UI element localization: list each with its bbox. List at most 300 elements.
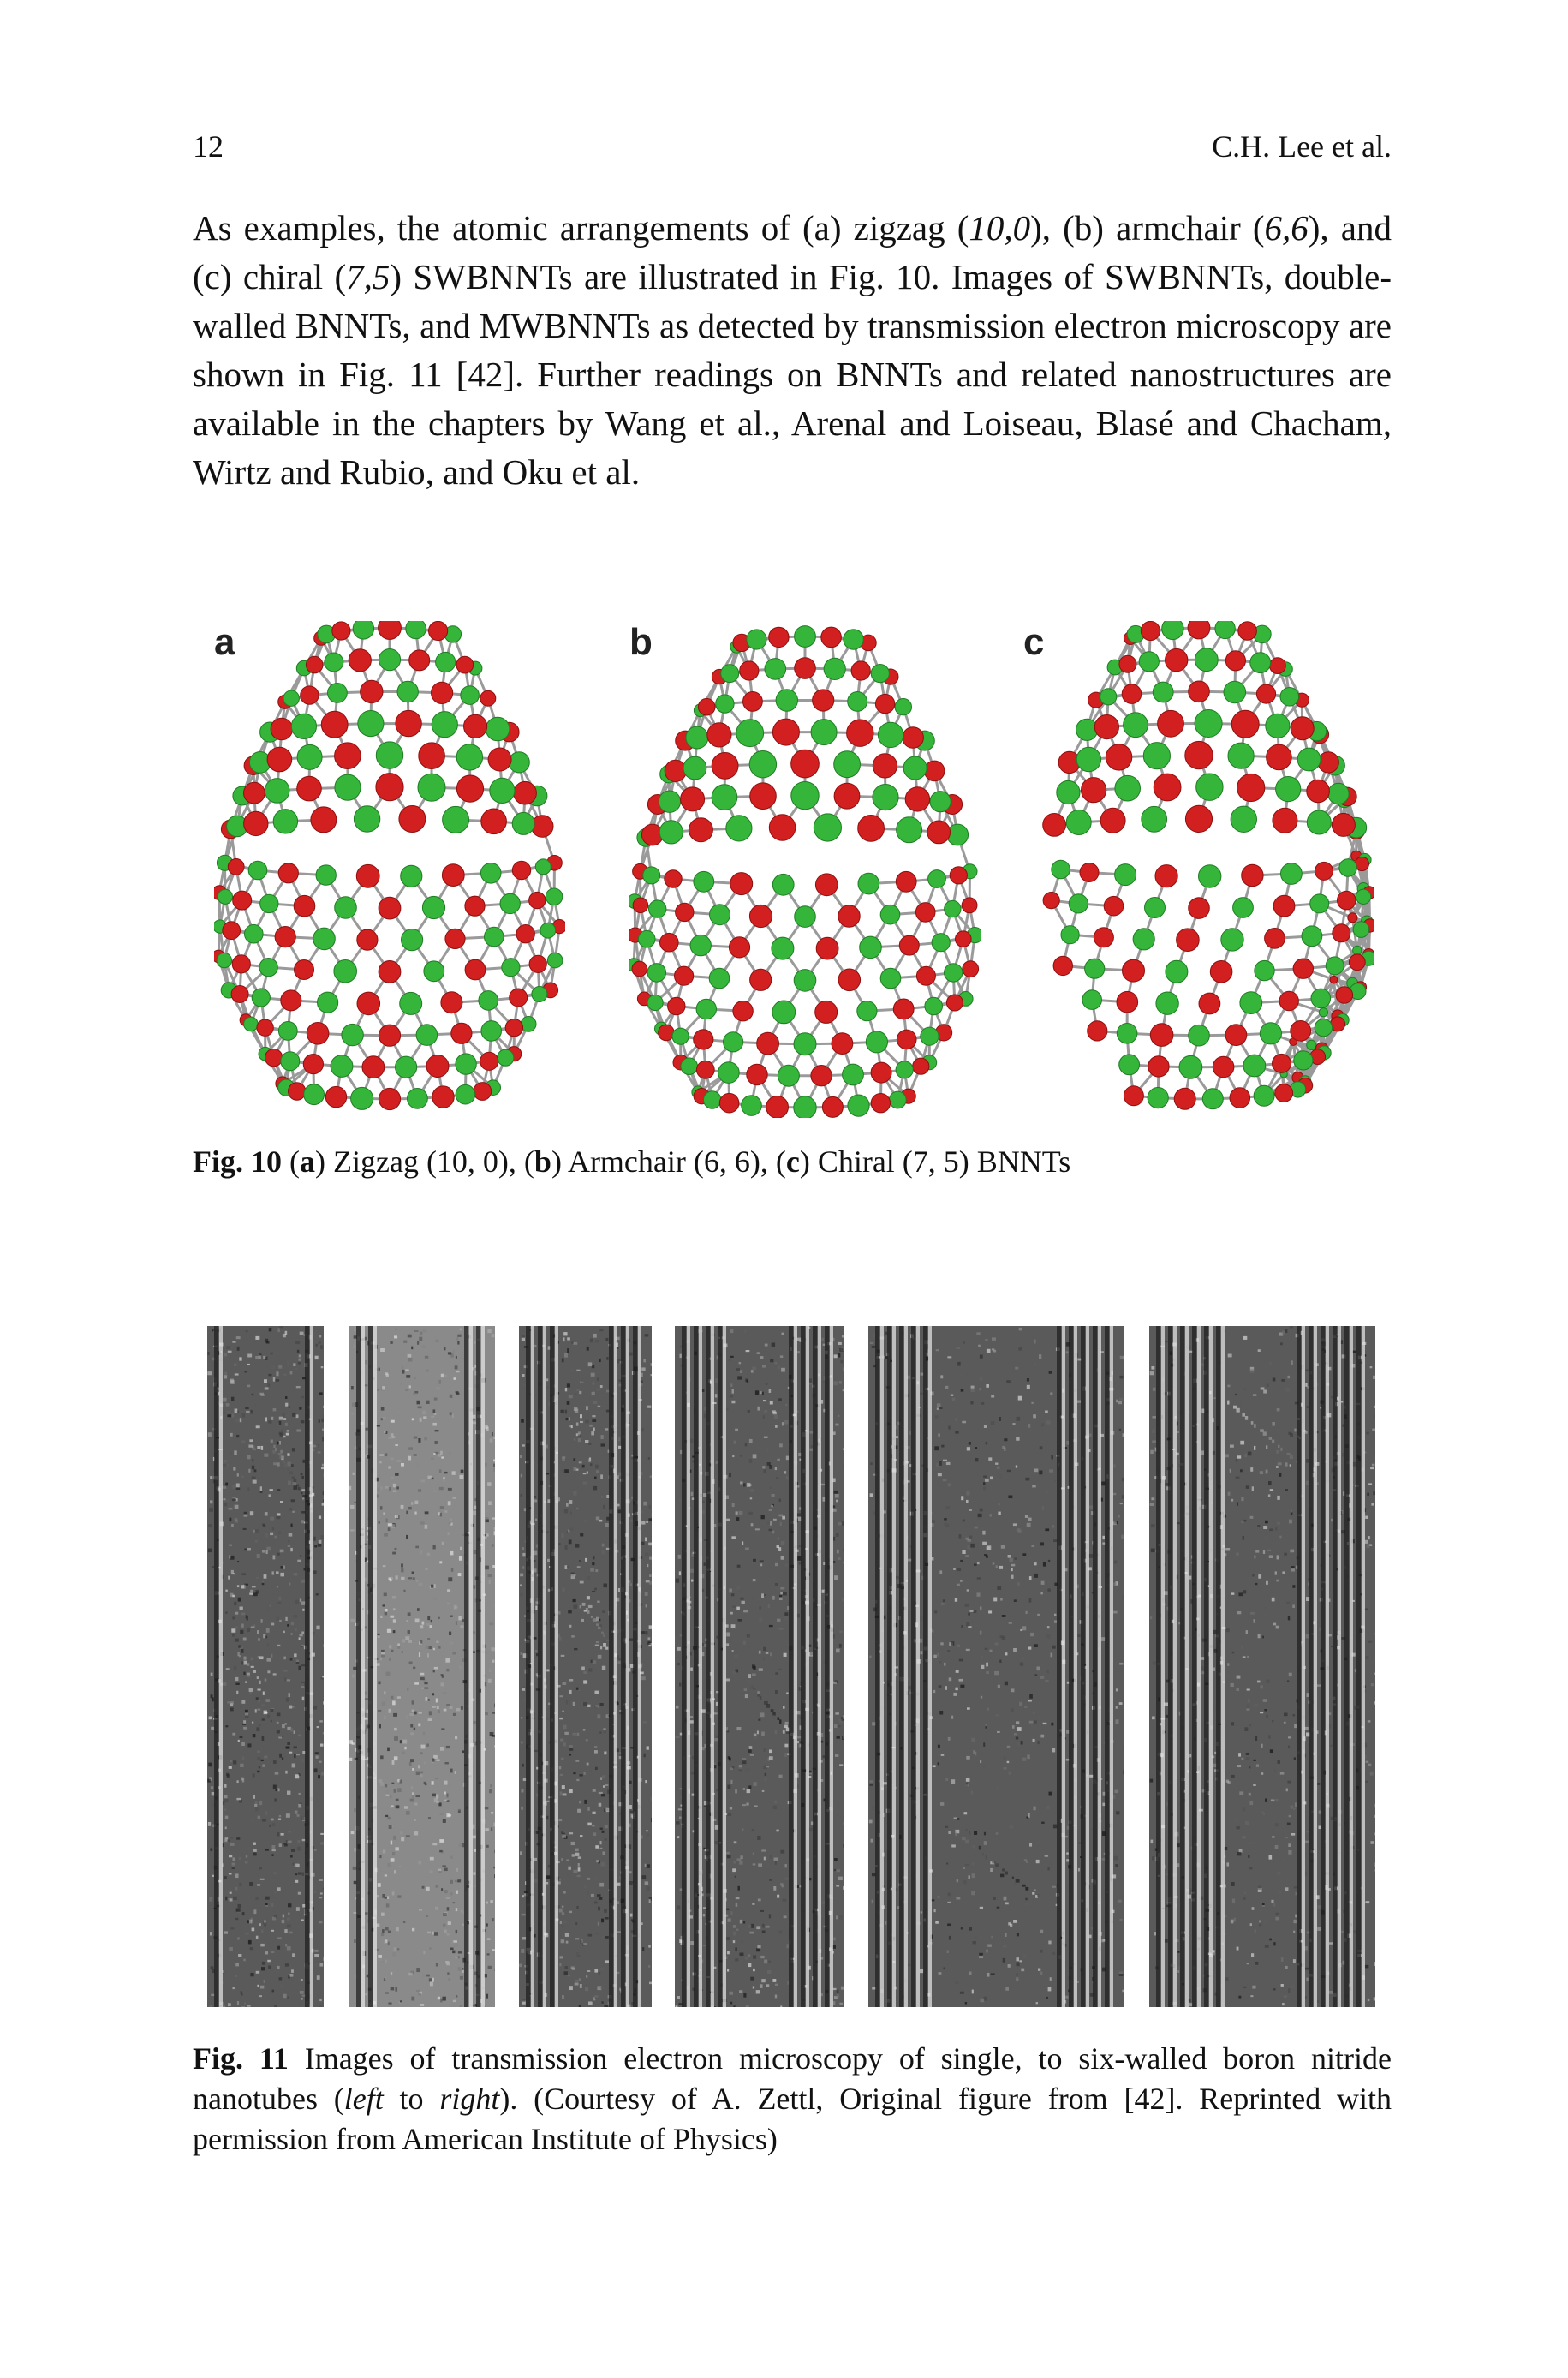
- boron-atom: [396, 710, 421, 736]
- tem-noise: [784, 1471, 786, 1473]
- tem-noise: [297, 1847, 301, 1851]
- tem-noise: [280, 1985, 283, 1989]
- tem-noise: [648, 1457, 650, 1459]
- tem-noise: [571, 1341, 573, 1343]
- tem-noise: [316, 1344, 318, 1347]
- tem-noise: [597, 1714, 600, 1718]
- tem-noise: [455, 1736, 457, 1739]
- tem-noise: [581, 1378, 584, 1383]
- tem-noise: [282, 1920, 284, 1923]
- tem-noise: [583, 1473, 587, 1474]
- tem-noise: [521, 1717, 522, 1718]
- nitrogen-atom: [710, 905, 730, 925]
- boron-atom: [1225, 1025, 1247, 1046]
- tem-noise: [780, 1850, 784, 1854]
- tem-noise: [435, 1778, 438, 1779]
- tem-noise: [430, 1870, 433, 1873]
- tem-noise: [561, 1758, 564, 1760]
- tem-noise: [319, 1720, 323, 1722]
- tem-noise: [223, 1464, 227, 1467]
- tem-noise: [301, 1682, 305, 1687]
- tem-noise: [233, 1897, 237, 1900]
- tem-noise: [384, 1941, 386, 1944]
- tem-noise: [210, 1848, 212, 1851]
- tem-noise: [408, 1973, 413, 1975]
- tem-noise: [596, 1933, 599, 1934]
- tem-noise: [427, 1932, 431, 1933]
- boron-atom: [267, 747, 292, 772]
- nitrogen-atom: [335, 774, 361, 800]
- tem-noise: [259, 1923, 261, 1926]
- tem-noise: [233, 1857, 235, 1861]
- tem-noise: [559, 1766, 561, 1770]
- tem-noise: [650, 1797, 652, 1801]
- tem-noise: [716, 1461, 718, 1464]
- boron-atom: [529, 955, 546, 972]
- tem-noise: [536, 1673, 538, 1676]
- tem-noise: [562, 1995, 564, 1999]
- boron-atom: [791, 750, 820, 778]
- tem-noise: [232, 1595, 235, 1598]
- tem-noise: [235, 1918, 239, 1920]
- tem-noise: [493, 1464, 495, 1467]
- tem-noise: [399, 1866, 402, 1867]
- boron-atom: [665, 870, 682, 887]
- boron-atom: [896, 871, 916, 892]
- tem-noise: [566, 1700, 569, 1705]
- tem-noise: [351, 1386, 354, 1389]
- boron-atom: [750, 783, 777, 810]
- tem-noise: [450, 1892, 452, 1895]
- nitrogen-atom: [659, 821, 683, 844]
- tem-noise: [299, 1407, 301, 1410]
- boron-atom: [962, 898, 977, 913]
- tem-noise: [434, 1413, 437, 1415]
- tem-noise: [320, 1744, 323, 1747]
- tem-noise: [405, 1389, 408, 1391]
- tem-noise: [238, 1740, 240, 1742]
- tem-noise: [522, 1444, 525, 1446]
- tem-noise: [255, 1529, 259, 1533]
- tem-noise: [228, 1351, 232, 1353]
- tem-noise: [600, 1385, 603, 1388]
- tem-noise: [595, 1645, 599, 1646]
- tem-noise: [298, 1804, 301, 1808]
- tem-noise: [587, 1807, 589, 1811]
- boron-atom: [465, 896, 485, 916]
- tem-noise: [289, 1533, 293, 1536]
- tem-noise: [395, 1444, 397, 1446]
- tem-noise: [586, 1975, 587, 1978]
- tem-noise: [394, 1728, 397, 1730]
- tem-noise: [365, 1692, 368, 1695]
- nitrogen-atom: [1353, 922, 1369, 938]
- tem-noise: [590, 1339, 593, 1343]
- tem-noise: [414, 1377, 415, 1379]
- tem-noise: [265, 1811, 267, 1813]
- tem-noise: [410, 1759, 414, 1762]
- tem-noise: [275, 1798, 277, 1801]
- tem-fringe-light: [361, 1326, 365, 2007]
- tem-noise: [262, 1764, 265, 1766]
- tem-noise: [488, 1501, 492, 1505]
- tem-noise: [573, 1702, 575, 1706]
- tem-noise: [292, 1511, 295, 1513]
- tem-noise: [573, 1342, 577, 1345]
- tem-noise: [387, 1897, 389, 1899]
- tem-fringe-light: [373, 1326, 377, 2007]
- tem-noise: [564, 1971, 569, 1975]
- tem-noise: [295, 1341, 300, 1344]
- tem-noise: [569, 1745, 573, 1748]
- boron-atom: [429, 621, 448, 640]
- nitrogen-atom: [709, 968, 730, 989]
- tem-noise: [590, 1568, 594, 1572]
- boron-atom: [1307, 780, 1330, 803]
- boron-atom: [632, 961, 647, 977]
- tem-noise: [485, 1566, 489, 1570]
- tem-noise: [448, 1501, 451, 1505]
- tem-noise: [302, 1609, 304, 1611]
- tem-noise: [226, 1403, 230, 1407]
- nitrogen-atom: [1243, 1055, 1266, 1077]
- tem-noise: [350, 1529, 355, 1531]
- boron-atom: [1189, 898, 1210, 919]
- tem-fringe-light: [531, 1326, 534, 2007]
- tem-noise: [235, 1639, 239, 1642]
- tem-noise: [274, 2005, 277, 2007]
- tem-noise: [265, 1387, 269, 1389]
- tem-noise: [252, 1466, 254, 1470]
- tem-noise: [456, 1356, 457, 1359]
- tem-noise: [440, 1451, 443, 1455]
- tem-noise: [448, 1532, 450, 1535]
- tem-noise: [232, 1341, 235, 1342]
- nitrogen-atom: [1115, 864, 1136, 886]
- tem-noise: [676, 1706, 679, 1709]
- tem-noise: [277, 1730, 280, 1733]
- tem-noise: [295, 1811, 298, 1814]
- tem-noise: [605, 1647, 608, 1650]
- tem-noise: [762, 1392, 764, 1395]
- tem-noise: [586, 1739, 588, 1741]
- tem-noise: [649, 1557, 652, 1560]
- boron-atom: [1124, 1086, 1143, 1106]
- tem-noise: [605, 1960, 609, 1963]
- tem-noise: [383, 1604, 385, 1606]
- nitrogen-atom: [690, 935, 711, 955]
- tem-noise: [571, 1842, 575, 1845]
- tem-noise: [280, 1450, 283, 1454]
- tem-noise: [314, 1545, 317, 1547]
- nitrogen-atom: [857, 1001, 877, 1021]
- tem-noise: [253, 1909, 256, 1914]
- boron-atom: [1291, 717, 1314, 740]
- nitrogen-atom: [244, 1017, 259, 1031]
- tem-noise: [679, 1683, 681, 1687]
- tem-noise: [395, 1987, 397, 1992]
- tem-noise: [424, 1782, 426, 1784]
- tem-noise: [492, 1712, 495, 1713]
- tem-noise: [450, 1551, 454, 1555]
- tem-noise: [443, 1477, 444, 1479]
- tem-noise: [277, 1887, 281, 1891]
- tem-noise: [438, 1871, 442, 1873]
- tem-noise: [271, 1623, 274, 1626]
- tem-noise: [396, 1486, 399, 1489]
- tem-noise: [322, 1503, 324, 1506]
- tem-noise: [563, 1725, 566, 1730]
- tem-noise: [323, 1414, 324, 1418]
- tem-noise: [600, 2005, 603, 2007]
- tem-noise: [726, 1643, 729, 1646]
- tem-noise: [592, 1562, 594, 1565]
- tem-noise: [587, 1970, 590, 1972]
- tem-noise: [223, 1682, 226, 1686]
- tem-noise: [587, 1596, 590, 1599]
- tem-noise: [296, 1662, 300, 1664]
- tem-noise: [314, 1849, 317, 1851]
- tem-noise: [226, 1499, 230, 1503]
- boron-atom: [356, 864, 379, 887]
- tem-noise: [249, 1882, 253, 1886]
- tem-noise: [737, 1376, 742, 1379]
- tem-noise: [289, 1693, 290, 1697]
- tem-noise: [293, 1482, 297, 1485]
- boron-atom: [357, 992, 380, 1015]
- tem-noise: [273, 1408, 277, 1411]
- tem-noise: [235, 1887, 237, 1891]
- nitrogen-atom: [400, 992, 422, 1014]
- tem-noise: [379, 1779, 382, 1783]
- tem-noise: [229, 1947, 233, 1951]
- boron-atom: [681, 787, 705, 811]
- tem-fringe-dark: [214, 1326, 218, 2007]
- tem-noise: [784, 1420, 789, 1425]
- tem-noise: [390, 1795, 391, 1799]
- tem-noise: [267, 1715, 270, 1718]
- figure-10-panel-a: [197, 621, 565, 1126]
- tem-noise: [296, 1907, 300, 1911]
- tem-noise: [486, 1845, 489, 1848]
- tem-noise: [235, 1975, 237, 1977]
- nitrogen-atom: [396, 1056, 417, 1078]
- nitrogen-atom: [772, 874, 794, 895]
- nitrogen-atom: [897, 817, 922, 843]
- nitrogen-atom: [406, 621, 426, 639]
- tem-noise: [769, 1625, 773, 1627]
- tem-noise: [323, 1499, 324, 1502]
- tem-noise: [406, 1835, 410, 1837]
- tem-noise: [287, 1742, 290, 1745]
- tem-noise: [377, 1895, 379, 1897]
- tem-noise: [257, 1709, 260, 1711]
- tem-noise: [833, 1537, 835, 1541]
- tem-noise: [208, 1549, 212, 1553]
- nitrogen-atom: [638, 930, 655, 947]
- tem-noise: [443, 1913, 447, 1916]
- nitrogen-atom: [401, 865, 422, 887]
- tem-noise: [730, 1780, 732, 1784]
- tem-noise: [427, 1616, 430, 1620]
- tem-noise: [453, 2000, 456, 2002]
- tem-noise: [453, 1350, 455, 1353]
- tem-noise: [289, 1752, 292, 1754]
- tem-noise: [392, 1701, 396, 1706]
- tem-noise: [775, 1467, 777, 1470]
- tem-noise: [777, 1895, 779, 1898]
- nitrogen-atom: [456, 1054, 476, 1074]
- tem-noise: [244, 1661, 247, 1665]
- tem-noise: [301, 1520, 304, 1523]
- tem-noise: [458, 1967, 462, 1971]
- tem-noise: [276, 1516, 280, 1519]
- tem-noise: [397, 1461, 402, 1462]
- tem-noise: [383, 1512, 385, 1515]
- tem-noise: [797, 1556, 801, 1561]
- tem-noise: [749, 1459, 752, 1463]
- boron-atom: [278, 863, 298, 883]
- tem-noise: [268, 1383, 271, 1387]
- tem-noise: [433, 1491, 438, 1492]
- tem-noise: [580, 1414, 582, 1418]
- tem-noise: [597, 1389, 601, 1390]
- tem-noise: [232, 1634, 234, 1637]
- tem-noise: [259, 1995, 262, 1997]
- tem-noise: [603, 1730, 606, 1733]
- tem-noise: [402, 1889, 406, 1892]
- tem-noise: [618, 1588, 620, 1592]
- tem-noise: [241, 1993, 242, 1996]
- tem-noise: [391, 1987, 394, 1990]
- tem-noise: [394, 1789, 396, 1793]
- tem-noise: [521, 1494, 522, 1497]
- tem-noise: [387, 1863, 391, 1867]
- tem-noise: [321, 1535, 325, 1539]
- nitrogen-atom: [1166, 960, 1188, 983]
- tem-noise: [235, 1419, 239, 1421]
- tem-noise: [260, 1491, 263, 1493]
- tem-noise: [558, 1611, 561, 1615]
- tem-noise: [595, 1845, 599, 1849]
- tem-noise: [809, 1383, 813, 1385]
- tem-noise: [444, 1794, 446, 1797]
- boron-atom: [903, 727, 924, 749]
- tem-noise: [294, 1754, 295, 1758]
- boron-atom: [769, 815, 796, 841]
- tem-noise: [410, 1732, 414, 1735]
- tem-fringe-dark: [356, 1326, 361, 2007]
- tem-noise: [278, 1532, 281, 1534]
- boron-atom: [488, 748, 511, 771]
- tem-noise: [598, 1907, 600, 1911]
- tem-noise: [645, 1592, 648, 1596]
- tem-noise: [595, 1465, 599, 1469]
- tem-noise: [641, 1367, 645, 1371]
- tem-noise: [316, 1444, 319, 1447]
- tem-noise: [384, 1691, 385, 1694]
- tem-noise: [521, 1807, 522, 1810]
- tem-noise: [394, 1870, 396, 1873]
- tem-noise: [300, 1332, 304, 1335]
- nitrogen-atom: [772, 1001, 796, 1024]
- tem-noise: [291, 1849, 295, 1852]
- tem-noise: [595, 1340, 599, 1343]
- tem-noise: [367, 1532, 368, 1535]
- tem-noise: [413, 1393, 417, 1395]
- tem-noise: [423, 1951, 425, 1954]
- tem-noise: [386, 1903, 390, 1907]
- boron-atom: [772, 719, 799, 745]
- nitrogen-atom: [248, 861, 267, 880]
- nitrogen-atom: [485, 927, 504, 947]
- tem-noise: [580, 1940, 582, 1944]
- tem-noise: [323, 1701, 324, 1705]
- tem-noise: [680, 1354, 682, 1358]
- tem-noise: [593, 1999, 595, 2001]
- tem-noise: [578, 1431, 581, 1434]
- tem-noise: [283, 1461, 285, 1463]
- figure-10-caption: [193, 1142, 1392, 1182]
- tem-noise: [254, 1469, 257, 1472]
- tem-noise: [247, 1354, 252, 1358]
- nitrogen-atom: [1315, 1019, 1332, 1037]
- tem-noise: [418, 1489, 421, 1492]
- boron-atom: [915, 903, 935, 923]
- tem-noise: [393, 1619, 396, 1622]
- tem-noise: [602, 1935, 604, 1939]
- tem-noise: [835, 1712, 838, 1714]
- tem-noise: [400, 1831, 403, 1834]
- tem-noise: [234, 1450, 236, 1455]
- tem-noise: [784, 1725, 788, 1728]
- tem-noise: [260, 1944, 264, 1946]
- tem-noise: [287, 1679, 290, 1681]
- tem-noise: [565, 1565, 568, 1569]
- tem-noise: [269, 1328, 272, 1331]
- tem-noise: [734, 1655, 738, 1658]
- tem-noise: [224, 1353, 227, 1356]
- tem-noise: [836, 1915, 838, 1919]
- boron-atom: [244, 782, 265, 804]
- tem-noise: [600, 1848, 603, 1849]
- tem-noise: [250, 1590, 253, 1592]
- tem-noise: [256, 1936, 259, 1939]
- tem-noise: [380, 1506, 382, 1509]
- tem-noise: [456, 1391, 459, 1393]
- tem-noise: [287, 1946, 291, 1950]
- boron-atom: [419, 743, 445, 769]
- nitrogen-atom: [297, 744, 322, 769]
- tem-noise: [420, 1332, 422, 1335]
- boron-atom: [1237, 774, 1265, 801]
- tem-noise: [365, 1912, 368, 1914]
- tem-noise: [316, 1593, 319, 1595]
- tem-noise: [645, 1410, 647, 1413]
- boron-atom: [871, 1094, 890, 1113]
- tem-noise: [453, 1902, 456, 1903]
- tem-noise: [380, 1616, 382, 1618]
- boron-atom: [822, 1096, 843, 1117]
- tem-noise: [231, 1701, 234, 1705]
- tem-noise: [258, 1689, 261, 1691]
- tem-noise: [575, 1849, 579, 1852]
- tem-noise: [243, 1959, 245, 1962]
- tem-noise: [450, 1412, 452, 1415]
- tem-noise: [242, 1724, 246, 1725]
- tem-noise: [276, 1571, 279, 1574]
- tem-noise: [301, 1602, 306, 1605]
